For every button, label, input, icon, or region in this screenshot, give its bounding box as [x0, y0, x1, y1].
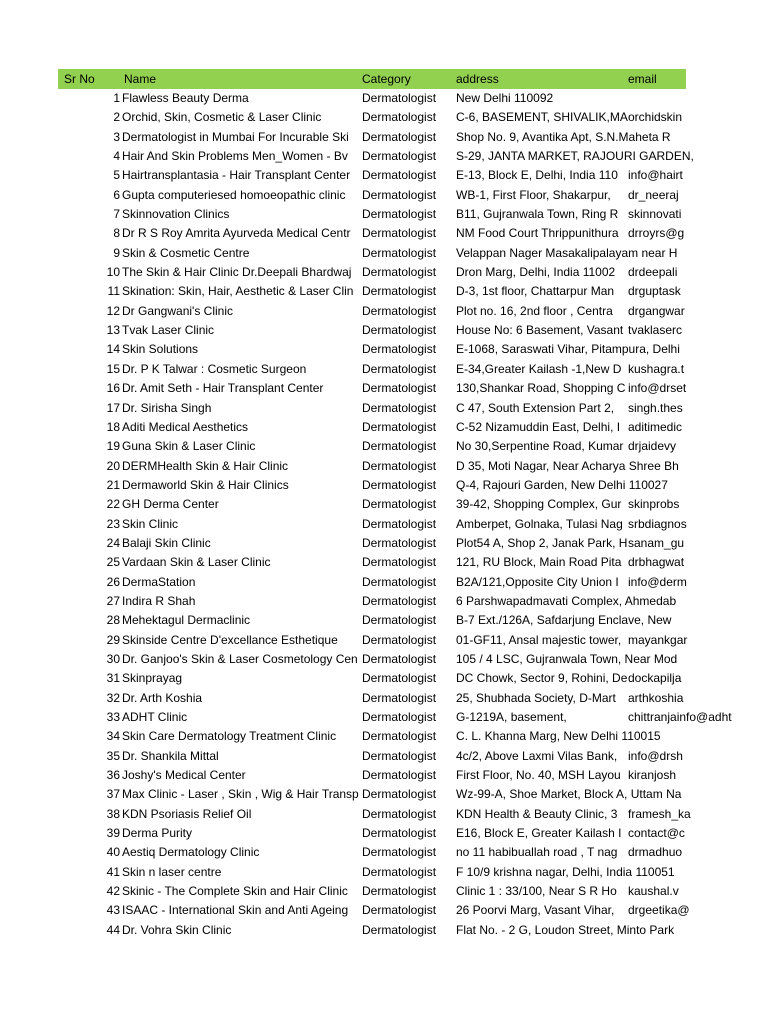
cell-email[interactable]: srbdiagnos — [628, 516, 687, 531]
cell-category[interactable]: Dermatologist — [362, 903, 437, 918]
table-row — [58, 631, 686, 650]
table-row — [58, 766, 686, 785]
table-row — [58, 901, 690, 920]
cell-sr-no[interactable]: 11 — [107, 284, 120, 299]
cell-category[interactable]: Dermatologist — [362, 884, 437, 899]
cell-address[interactable]: F 10/9 krishna nagar, Delhi, India 110051 — [456, 864, 675, 879]
cell-address[interactable]: Q-4, Rajouri Garden, New Delhi 110027 — [456, 477, 668, 492]
cell-category[interactable]: Dermatologist — [362, 651, 437, 666]
cell-address[interactable]: 25, Shubhada Society, D-Mart — [456, 690, 616, 705]
cell-address[interactable]: Amberpet, Golnaka, Tulasi Nag — [456, 516, 623, 531]
cell-address[interactable]: 4c/2, Above Laxmi Vilas Bank, — [456, 748, 618, 763]
spreadsheet — [58, 69, 732, 940]
table-row — [58, 611, 686, 630]
table-row — [58, 785, 686, 804]
cell-category[interactable]: Dermatologist — [362, 303, 437, 318]
table-row — [58, 302, 686, 321]
cell-name[interactable]: Gupta computeriesed homoeopathic clinic — [122, 187, 346, 202]
cell-category[interactable]: Dermatologist — [362, 710, 437, 724]
cell-address[interactable]: Clinic 1 : 33/100, Near S R Ho — [456, 884, 617, 899]
cell-email[interactable]: info@drset — [628, 381, 687, 396]
table-row — [58, 650, 686, 669]
cell-name[interactable]: Skin n laser centre — [122, 864, 222, 879]
cell-address[interactable]: B2A/121,Opposite City Union I — [456, 574, 619, 589]
cell-sr-no[interactable]: 26 — [106, 574, 120, 589]
cell-sr-no[interactable]: 38 — [106, 806, 120, 821]
cell-email[interactable]: drroyrs@g — [628, 226, 685, 241]
table-row — [58, 263, 686, 282]
table-row — [58, 399, 686, 418]
cell-address[interactable]: B-7 Ext./126A, Safdarjung Enclave, New — [456, 613, 672, 628]
cell-address[interactable]: 121, RU Block, Main Road Pita — [456, 555, 622, 570]
cell-address[interactable]: NM Food Court Thrippunithura — [456, 226, 619, 241]
cell-category[interactable]: Dermatologist — [362, 826, 437, 841]
cell-address[interactable]: D-3, 1st floor, Chattarpur Man — [456, 284, 615, 299]
cell-sr-no[interactable]: 17 — [106, 400, 120, 415]
cell-sr-no[interactable]: 7 — [113, 207, 120, 222]
cell-sr-no[interactable]: 12 — [106, 303, 120, 318]
table-row — [58, 437, 686, 456]
table-row — [58, 689, 686, 708]
cell-email[interactable]: singh.thes — [628, 400, 683, 415]
cell-sr-no[interactable]: 16 — [106, 381, 120, 396]
cell-category[interactable]: Dermatologist — [362, 110, 437, 125]
table-row — [58, 89, 686, 108]
cell-email[interactable]: drgangwar — [628, 303, 685, 318]
cell-category[interactable]: Dermatologist — [362, 187, 437, 202]
cell-category[interactable]: Dermatologist — [362, 748, 437, 763]
cell-address[interactable]: C. L. Khanna Marg, New Delhi 110015 — [456, 729, 661, 744]
table-row — [58, 147, 694, 166]
cell-sr-no[interactable]: 15 — [106, 361, 120, 376]
table-row — [58, 592, 686, 611]
table-row — [58, 727, 686, 746]
cell-name[interactable]: Dr Gangwani's Clinic — [122, 303, 233, 318]
cell-address[interactable]: 01-GF11, Ansal majestic tower, — [456, 632, 622, 647]
cell-address[interactable]: no 11 habibuallah road , T nag — [456, 845, 618, 860]
cell-category[interactable]: Dermatologist — [362, 439, 437, 454]
cell-sr-no[interactable]: 39 — [106, 826, 120, 841]
cell-sr-no[interactable]: 28 — [106, 613, 120, 628]
cell-sr-no[interactable]: 31 — [106, 671, 120, 686]
cell-category[interactable]: Dermatologist — [362, 845, 437, 860]
cell-name[interactable]: KDN Psoriasis Relief Oil — [122, 806, 252, 821]
table-row — [58, 708, 732, 727]
cell-email[interactable]: dr_neeraj — [628, 187, 679, 202]
cell-category[interactable]: Dermatologist — [362, 168, 437, 183]
table-row — [58, 186, 686, 205]
cell-category[interactable]: Dermatologist — [362, 207, 437, 222]
cell-email[interactable]: tvaklaserc — [628, 323, 683, 338]
cell-name[interactable]: Tvak Laser Clinic — [122, 323, 215, 338]
cell-email[interactable]: sanam_gu — [628, 535, 685, 550]
cell-sr-no[interactable]: 27 — [106, 593, 120, 608]
cell-email[interactable]: arthkoshia — [628, 690, 684, 705]
cell-name[interactable]: Aditi Medical Aesthetics — [122, 419, 249, 434]
cell-address[interactable]: Flat No. - 2 G, Loudon Street, Minto Park — [456, 922, 675, 937]
cell-name[interactable]: Dr. Ganjoo's Skin & Laser Cosmetology Cen — [122, 651, 358, 666]
cell-address[interactable]: C-6, BASEMENT, SHIVALIK,MA — [456, 110, 628, 125]
cell-address[interactable]: WB-1, First Floor, Shakarpur, — [456, 187, 611, 202]
cell-sr-no[interactable]: 40 — [106, 845, 120, 860]
cell-name[interactable]: Hair And Skin Problems Men_Women - Bv — [122, 149, 348, 164]
cell-name[interactable]: Joshy's Medical Center — [122, 768, 246, 783]
cell-address[interactable]: House No: 6 Basement, Vasant — [456, 323, 624, 338]
cell-sr-no[interactable]: 41 — [106, 864, 120, 879]
table-row — [58, 882, 686, 901]
cell-category[interactable]: Dermatologist — [362, 284, 437, 299]
header-email[interactable]: email — [628, 72, 657, 86]
cell-address[interactable]: First Floor, No. 40, MSH Layou — [456, 768, 621, 783]
cell-address[interactable]: E-34,Greater Kailash -1,New D — [456, 361, 622, 376]
cell-name[interactable]: Dr R S Roy Amrita Ayurveda Medical Centr — [122, 226, 351, 241]
cell-category[interactable]: Dermatologist — [362, 613, 437, 628]
table-row — [58, 476, 686, 495]
table-row — [58, 340, 686, 359]
cell-sr-no[interactable]: 33 — [106, 710, 120, 724]
cell-category[interactable]: Dermatologist — [362, 729, 437, 744]
header-row — [58, 69, 686, 89]
cell-category[interactable]: Dermatologist — [362, 129, 437, 144]
table-row — [58, 321, 686, 340]
cell-address[interactable]: No 30,Serpentine Road, Kumar — [456, 439, 624, 454]
cell-email[interactable]: drmadhuo — [628, 845, 683, 860]
cell-sr-no[interactable]: 24 — [106, 535, 120, 550]
cell-name[interactable]: DERMHealth Skin & Hair Clinic — [122, 458, 289, 473]
cell-name[interactable]: Dermaworld Skin & Hair Clinics — [122, 477, 289, 492]
cell-name[interactable]: Dr. Shankila Mittal — [122, 748, 219, 763]
cell-address[interactable]: 130,Shankar Road, Shopping C — [456, 381, 626, 396]
cell-name[interactable]: GH Derma Center — [122, 497, 219, 512]
cell-email[interactable]: skinnovati — [628, 207, 682, 222]
table-row — [58, 534, 686, 553]
cell-address[interactable]: 6 Parshwapadmavati Complex, Ahmedab — [456, 593, 677, 608]
cell-name[interactable]: Indira R Shah — [122, 593, 196, 608]
cell-email[interactable]: drdeepali — [628, 265, 678, 280]
cell-name[interactable]: ADHT Clinic — [122, 710, 188, 724]
table-row — [58, 282, 686, 301]
cell-name[interactable]: Derma Purity — [122, 826, 193, 841]
table-row — [58, 418, 686, 437]
cell-sr-no[interactable]: 36 — [106, 768, 120, 783]
cell-address[interactable]: G-1219A, basement, — [456, 710, 567, 724]
cell-sr-no[interactable]: 35 — [106, 748, 120, 763]
cell-name[interactable]: Skin Care Dermatology Treatment Clinic — [122, 729, 337, 744]
table-row — [58, 824, 686, 843]
cell-category[interactable]: Dermatologist — [362, 690, 437, 705]
cell-name[interactable]: Mehektagul Dermaclinic — [122, 613, 251, 628]
cell-sr-no[interactable]: 6 — [113, 187, 120, 202]
cell-category[interactable]: Dermatologist — [362, 400, 437, 415]
cell-sr-no[interactable]: 32 — [106, 690, 120, 705]
cell-address[interactable]: DC Chowk, Sector 9, Rohini, De — [456, 671, 628, 686]
cell-name[interactable]: DermaStation — [122, 574, 196, 589]
cell-email[interactable]: info@derm — [628, 574, 687, 589]
cell-name[interactable]: Skin & Cosmetic Centre — [122, 245, 250, 260]
table-row — [58, 495, 686, 514]
cell-address[interactable]: 26 Poorvi Marg, Vasant Vihar, — [456, 903, 615, 918]
cell-name[interactable]: Skinprayag — [122, 671, 183, 686]
cell-sr-no[interactable]: 43 — [106, 903, 120, 918]
cell-name[interactable]: Dermatologist in Mumbai For Incurable Ski — [122, 129, 349, 144]
cell-sr-no[interactable]: 2 — [113, 110, 120, 125]
cell-email[interactable]: drbhagwat — [628, 555, 685, 570]
cell-name[interactable]: The Skin & Hair Clinic Dr.Deepali Bhardwaj — [122, 265, 352, 280]
cell-category[interactable]: Dermatologist — [362, 342, 437, 357]
table-row — [58, 224, 686, 243]
table-row — [58, 747, 686, 766]
cell-email[interactable]: dockapilja — [628, 671, 682, 686]
cell-email[interactable]: drguptask — [628, 284, 681, 299]
cell-sr-no[interactable]: 18 — [106, 419, 120, 434]
cell-address[interactable]: Velappan Nager Masakalipalayam near H — [456, 245, 678, 260]
cell-category[interactable]: Dermatologist — [362, 477, 437, 492]
cell-category[interactable]: Dermatologist — [362, 458, 437, 473]
cell-category[interactable]: Dermatologist — [362, 91, 437, 105]
cell-sr-no[interactable]: 5 — [113, 168, 120, 183]
data-rows — [58, 89, 732, 940]
cell-email[interactable]: skinprobs — [628, 497, 680, 512]
cell-category[interactable]: Dermatologist — [362, 922, 437, 937]
cell-sr-no[interactable]: 34 — [106, 729, 120, 744]
cell-category[interactable]: Dermatologist — [362, 671, 437, 686]
cell-sr-no[interactable]: 13 — [106, 323, 120, 338]
cell-sr-no[interactable]: 42 — [106, 884, 120, 899]
table-row — [58, 921, 686, 940]
cell-category[interactable]: Dermatologist — [362, 361, 437, 376]
cell-name[interactable]: Dr. Amit Seth - Hair Transplant Center — [122, 381, 324, 396]
cell-address[interactable]: KDN Health & Beauty Clinic, 3 — [456, 806, 618, 821]
cell-name[interactable]: Skin Solutions — [122, 342, 199, 357]
cell-sr-no[interactable]: 20 — [106, 458, 120, 473]
cell-category[interactable]: Dermatologist — [362, 806, 437, 821]
cell-category[interactable]: Dermatologist — [362, 323, 437, 338]
cell-email[interactable]: aditimedic — [628, 419, 683, 434]
table-row — [58, 515, 686, 534]
cell-address[interactable]: New Delhi 110092 — [456, 91, 554, 105]
cell-email[interactable]: kaushal.v — [628, 884, 679, 899]
cell-name[interactable]: Skinic - The Complete Skin and Hair Clinic — [122, 884, 348, 899]
cell-address[interactable]: S-29, JANTA MARKET, RAJOURI GARDEN, — [456, 149, 694, 164]
header-category[interactable]: Category — [362, 72, 411, 86]
table-row — [58, 863, 686, 882]
cell-address[interactable]: E-1068, Saraswati Vihar, Pitampura, Delhi — [456, 342, 680, 357]
cell-name[interactable]: Dr. Arth Koshia — [122, 690, 203, 705]
cell-sr-no[interactable]: 37 — [106, 787, 120, 802]
cell-category[interactable]: Dermatologist — [362, 419, 437, 434]
cell-category[interactable]: Dermatologist — [362, 574, 437, 589]
cell-sr-no[interactable]: 1 — [113, 91, 120, 105]
cell-name[interactable]: Guna Skin & Laser Clinic — [122, 439, 256, 454]
cell-address[interactable]: E16, Block E, Greater Kailash I — [456, 826, 622, 841]
cell-email[interactable]: orchidskin — [628, 110, 683, 125]
cell-sr-no[interactable]: 4 — [113, 149, 120, 164]
cell-category[interactable]: Dermatologist — [362, 632, 437, 647]
cell-category[interactable]: Dermatologist — [362, 265, 437, 280]
cell-category[interactable]: Dermatologist — [362, 381, 437, 396]
table-row — [58, 573, 686, 592]
cell-address[interactable]: 39-42, Shopping Complex, Gur — [456, 497, 622, 512]
cell-sr-no[interactable]: 8 — [113, 226, 120, 241]
cell-category[interactable]: Dermatologist — [362, 245, 437, 260]
cell-address[interactable]: E-13, Block E, Delhi, India 110 — [456, 168, 618, 183]
cell-sr-no[interactable]: 23 — [106, 516, 120, 531]
cell-address[interactable]: C-52 Nizamuddin East, Delhi, I — [456, 419, 621, 434]
cell-sr-no[interactable]: 9 — [113, 245, 120, 260]
cell-email[interactable]: mayankgar — [628, 632, 688, 647]
cell-name[interactable]: Dr. Sirisha Singh — [122, 400, 212, 415]
cell-sr-no[interactable]: 14 — [106, 342, 120, 357]
cell-name[interactable]: Orchid, Skin, Cosmetic & Laser Clinic — [122, 110, 322, 125]
cell-address[interactable]: Plot no. 16, 2nd floor , Centra — [456, 303, 613, 318]
cell-name[interactable]: Aestiq Dermatology Clinic — [122, 845, 260, 860]
cell-sr-no[interactable]: 21 — [106, 477, 120, 492]
table-row — [58, 108, 686, 127]
cell-sr-no[interactable]: 10 — [106, 265, 120, 280]
cell-address[interactable]: 105 / 4 LSC, Gujranwala Town, Near Mod — [456, 651, 678, 666]
cell-category[interactable]: Dermatologist — [362, 864, 437, 879]
table-row — [58, 360, 686, 379]
cell-name[interactable]: Skin Clinic — [122, 516, 179, 531]
cell-sr-no[interactable]: 3 — [113, 129, 120, 144]
table-row — [58, 843, 686, 862]
cell-address[interactable]: Shop No. 9, Avantika Apt, S.N.Maheta R — [456, 129, 671, 144]
cell-name[interactable]: Skinside Centre D'excellance Esthetique — [122, 632, 338, 647]
cell-address[interactable]: C 47, South Extension Part 2, — [456, 400, 615, 415]
table-row — [58, 379, 686, 398]
table-row — [58, 805, 691, 824]
cell-category[interactable]: Dermatologist — [362, 535, 437, 550]
cell-name[interactable]: Balaji Skin Clinic — [122, 535, 211, 550]
cell-email[interactable]: info@drsh — [628, 748, 683, 763]
cell-category[interactable]: Dermatologist — [362, 149, 437, 164]
header-address[interactable]: address — [456, 72, 499, 86]
cell-category[interactable]: Dermatologist — [362, 226, 437, 241]
cell-sr-no[interactable]: 19 — [106, 439, 120, 454]
cell-email[interactable]: contact@c — [628, 826, 685, 841]
table-row — [58, 205, 686, 224]
cell-address[interactable]: B11, Gujranwala Town, Ring R — [456, 207, 619, 222]
table-row — [58, 244, 686, 263]
cell-email[interactable]: chittranjainfo@adht — [628, 710, 732, 724]
cell-email[interactable]: drjaidevy — [628, 439, 677, 454]
table-row — [58, 128, 686, 147]
cell-category[interactable]: Dermatologist — [362, 768, 437, 783]
cell-name[interactable]: Flawless Beauty Derma — [122, 91, 249, 105]
cell-name[interactable]: Skination: Skin, Hair, Aesthetic & Laser Clin — [122, 284, 354, 299]
cell-sr-no[interactable]: 25 — [106, 555, 120, 570]
cell-sr-no[interactable]: 29 — [106, 632, 120, 647]
cell-name[interactable]: Hairtransplantasia - Hair Transplant Center — [122, 168, 351, 183]
table-row — [58, 553, 686, 572]
header-name[interactable]: Name — [124, 72, 157, 86]
cell-name[interactable]: Dr. P K Talwar : Cosmetic Surgeon — [122, 361, 307, 376]
cell-email[interactable]: kushagra.t — [628, 361, 685, 376]
cell-address[interactable]: D 35, Moti Nagar, Near Acharya Shree Bh — [456, 458, 679, 473]
cell-category[interactable]: Dermatologist — [362, 787, 437, 802]
cell-name[interactable]: Vardaan Skin & Laser Clinic — [122, 555, 271, 570]
cell-name[interactable]: ISAAC - International Skin and Anti Ageing — [122, 903, 349, 918]
cell-email[interactable]: info@hairt — [628, 168, 683, 183]
table-row — [58, 166, 686, 185]
cell-category[interactable]: Dermatologist — [362, 555, 437, 570]
header-sr-no[interactable]: Sr No — [64, 72, 95, 86]
cell-address[interactable]: Wz-99-A, Shoe Market, Block A, Uttam Na — [456, 787, 682, 802]
cell-name[interactable]: Dr. Vohra Skin Clinic — [122, 922, 232, 937]
cell-address[interactable]: Dron Marg, Delhi, India 11002 — [456, 265, 616, 280]
cell-name[interactable]: Skinnovation Clinics — [122, 207, 230, 222]
cell-email[interactable]: kiranjosh — [628, 768, 677, 783]
cell-category[interactable]: Dermatologist — [362, 593, 437, 608]
table-row — [58, 669, 686, 688]
cell-address[interactable]: Plot54 A, Shop 2, Janak Park, H — [456, 535, 628, 550]
cell-category[interactable]: Dermatologist — [362, 516, 437, 531]
cell-name[interactable]: Max Clinic - Laser , Skin , Wig & Hair Transp — [122, 787, 359, 802]
cell-email[interactable]: drgeetika@ — [628, 903, 690, 918]
cell-email[interactable]: framesh_ka — [628, 806, 691, 821]
cell-sr-no[interactable]: 30 — [106, 651, 120, 666]
cell-category[interactable]: Dermatologist — [362, 497, 437, 512]
cell-sr-no[interactable]: 22 — [106, 497, 120, 512]
cell-sr-no[interactable]: 44 — [106, 922, 120, 937]
table-row — [58, 457, 686, 476]
